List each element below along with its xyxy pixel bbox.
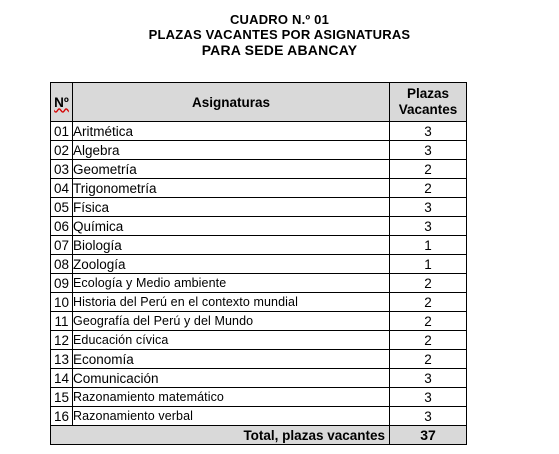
row-number: 12 [51, 331, 73, 350]
header-number: Nº [51, 83, 73, 122]
row-number: 13 [51, 350, 73, 369]
table-row [51, 312, 467, 331]
plazas-value: 3 [390, 122, 467, 141]
table-row [51, 350, 467, 369]
subject-name: Biología [73, 236, 390, 255]
table-header-row [51, 83, 467, 122]
plazas-value: 1 [390, 255, 467, 274]
row-number: 14 [51, 369, 73, 388]
table-row [51, 122, 467, 141]
row-number: 01 [51, 122, 73, 141]
document-title [0, 12, 559, 58]
row-number: 11 [51, 312, 73, 331]
table-row [51, 293, 467, 312]
row-number: 05 [51, 198, 73, 217]
plazas-value: 2 [390, 331, 467, 350]
plazas-value: 2 [390, 350, 467, 369]
subject-name: Comunicación [73, 369, 390, 388]
total-label: Total, plazas vacantes [51, 426, 390, 445]
table-row [51, 255, 467, 274]
plazas-value: 2 [390, 179, 467, 198]
table-row [51, 236, 467, 255]
table-row [51, 160, 467, 179]
subject-name: Economía [73, 350, 390, 369]
row-number: 07 [51, 236, 73, 255]
header-subject: Asignaturas [73, 83, 390, 122]
row-number: 06 [51, 217, 73, 236]
table-row [51, 369, 467, 388]
row-number: 08 [51, 255, 73, 274]
subject-name: Geometría [73, 160, 390, 179]
plazas-value: 3 [390, 198, 467, 217]
table-row [51, 407, 467, 426]
table-row [51, 217, 467, 236]
table-caption-subtitle: PARA SEDE ABANCAY [201, 42, 358, 58]
subject-name: Zoología [73, 255, 390, 274]
table-caption-number: CUADRO N.º 01 [229, 12, 330, 27]
row-number: 09 [51, 274, 73, 293]
table-row [51, 198, 467, 217]
plazas-value: 2 [390, 312, 467, 331]
subject-name: Razonamiento verbal [73, 407, 390, 426]
plazas-value: 3 [390, 369, 467, 388]
subject-name: Aritmética [73, 122, 390, 141]
row-number: 16 [51, 407, 73, 426]
subject-name: Ecología y Medio ambiente [73, 274, 390, 293]
plazas-value: 3 [390, 141, 467, 160]
subject-name: Educación cívica [73, 331, 390, 350]
table-row [51, 179, 467, 198]
plazas-value: 2 [390, 274, 467, 293]
row-number: 04 [51, 179, 73, 198]
subject-name: Física [73, 198, 390, 217]
table-row [51, 141, 467, 160]
row-number: 02 [51, 141, 73, 160]
plazas-value: 3 [390, 388, 467, 407]
table-row [51, 331, 467, 350]
header-plazas [390, 83, 467, 122]
plazas-value: 2 [390, 160, 467, 179]
header-plazas-line2: Vacantes [398, 102, 458, 117]
row-number: 03 [51, 160, 73, 179]
table-row [51, 388, 467, 407]
plazas-value: 3 [390, 407, 467, 426]
total-row [51, 426, 467, 445]
subject-name: Historia del Perú en el contexto mundial [73, 293, 390, 312]
subject-name: Algebra [73, 141, 390, 160]
subject-name: Razonamiento matemático [73, 388, 390, 407]
table-row [51, 274, 467, 293]
row-number: 15 [51, 388, 73, 407]
subject-name: Química [73, 217, 390, 236]
vacancies-table [50, 82, 467, 445]
plazas-value: 2 [390, 293, 467, 312]
subject-name: Geografía del Perú y del Mundo [73, 312, 390, 331]
row-number: 10 [51, 293, 73, 312]
header-plazas-line1: Plazas [406, 86, 450, 101]
total-value: 37 [390, 426, 467, 445]
plazas-value: 3 [390, 217, 467, 236]
plazas-value: 1 [390, 236, 467, 255]
subject-name: Trigonometría [73, 179, 390, 198]
table-caption-title: PLAZAS VACANTES POR ASIGNATURAS [148, 27, 411, 42]
